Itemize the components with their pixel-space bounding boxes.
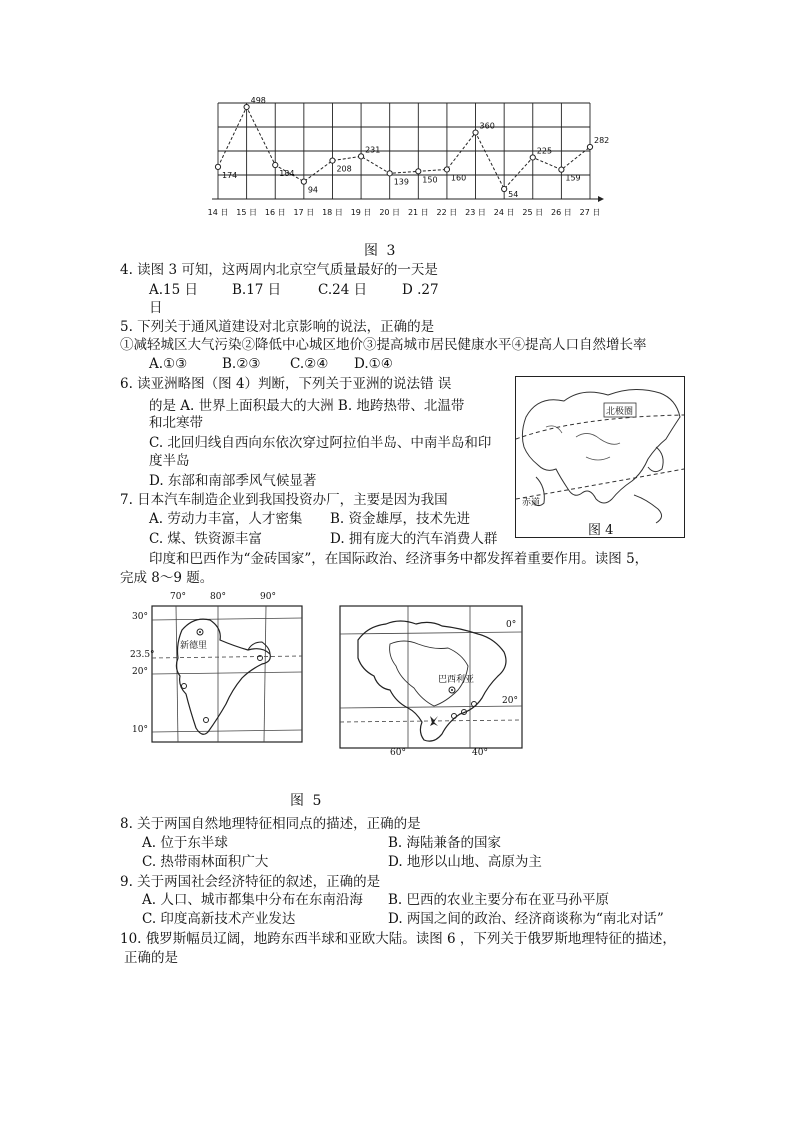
q6-line5: 度半岛 [149, 453, 190, 469]
q9-option-b: B. 巴西的农业主要分布在亚马孙平原 [388, 892, 610, 908]
q9-option-c: C. 印度高新技术产业发达 [142, 911, 296, 927]
figure4-asia-map [515, 376, 685, 538]
brazil-lat-0: 0° [506, 620, 517, 630]
figure5-brazil-map [338, 604, 528, 762]
q9-option-a: A. 人口、城市都集中分布在东南沿海 [142, 892, 363, 908]
q10-line1: 10. 俄罗斯幅员辽阔，地跨东西半球和亚欧大陆。读图 6 ，下列关于俄罗斯地理特征的描述， [120, 931, 676, 947]
fig3-x-tick-label: 21 日 [407, 208, 429, 217]
fig3-data-label: 159 [565, 173, 581, 183]
fig3-data-point [358, 154, 363, 159]
q6-line3: 和北寒带 [149, 415, 203, 431]
q8-option-c: C. 热带雨林面积广大 [142, 854, 269, 870]
q8-stem: 8. 关于两国自然地理特征相同点的描述，正确的是 [120, 816, 421, 832]
fig3-x-tick-label: 20 日 [379, 208, 401, 217]
fig3-x-tick-label: 22 日 [436, 208, 458, 217]
fig3-x-tick-label: 26 日 [551, 208, 572, 217]
india-lat-20: 20° [132, 667, 148, 677]
q6-line1: 6. 读亚洲略图（图 4）判断，下列关于亚洲的说法错 误 [120, 376, 452, 392]
fig3-data-label: 184 [279, 169, 295, 179]
q4-option-d-wrap: 日 [149, 300, 163, 316]
q5-items: ①减轻城区大气污染②降低中心城区地价③提高城市居民健康水平④提高人口自然增长率 [120, 337, 647, 353]
india-capital-label: 新德里 [180, 641, 208, 651]
fig3-data-point [387, 171, 392, 176]
q6-line4: C. 北回归线自西向东依次穿过阿拉伯半岛、中南半岛和印 [149, 435, 492, 451]
q6-line6: D. 东部和南部季风气候显著 [149, 473, 317, 489]
q10-line2: 正确的是 [124, 950, 178, 966]
fig3-data-point [330, 158, 335, 163]
fig3-x-tick-label: 19 日 [350, 208, 372, 217]
q7-option-b: B. 资金雄厚，技术先进 [330, 511, 471, 527]
q8-option-d: D. 地形以山地、高原为主 [388, 854, 542, 870]
q5-stem: 5. 下列关于通风道建设对北京影响的说法，正确的是 [120, 319, 435, 335]
fig3-data-point [444, 167, 449, 172]
q9-option-d: D. 两国之间的政治、经济商谈称为“南北对话” [388, 911, 664, 927]
q4-option-d: D .27 [402, 282, 439, 298]
intro-line1: 印度和巴西作为“金砖国家”，在国际政治、经济事务中都发挥着重要作用。读图 5， [149, 551, 649, 567]
fig3-data-point [215, 164, 220, 169]
fig3-data-label: 231 [365, 145, 381, 155]
fig3-data-label: 54 [508, 190, 519, 199]
q5-option-c: C.②④ [290, 356, 329, 372]
india-lat-30: 30° [132, 612, 148, 622]
fig3-data-label: 225 [536, 146, 553, 156]
q8-option-a: A. 位于东半球 [142, 835, 228, 851]
q5-option-a: A.①③ [149, 356, 188, 372]
figure5-caption: 图 5 [290, 793, 324, 809]
fig3-data-point [473, 130, 478, 135]
intro-line2: 完成 8～9 题。 [120, 570, 214, 586]
fig3-x-tick-label: 18 日 [322, 208, 343, 217]
fig3-x-tick-label: 15 日 [236, 208, 257, 217]
equator-label: 赤道 [522, 498, 541, 508]
q5-option-d: D.①④ [354, 356, 393, 372]
q4-option-c: C.24 日 [318, 282, 368, 298]
india-lon-80: 80° [210, 592, 226, 602]
fig3-x-tick-label: 24 日 [493, 208, 515, 217]
fig3-data-label: 498 [250, 96, 266, 106]
fig3-data-label: 139 [393, 177, 409, 187]
q7-option-c: C. 煤、铁资源丰富 [149, 531, 262, 547]
fig3-data-label: 174 [222, 170, 238, 180]
fig3-data-label: 282 [594, 135, 610, 145]
q7-option-d: D. 拥有庞大的汽车消费人群 [330, 531, 498, 547]
india-lat-10: 10° [132, 725, 148, 735]
fig3-x-tick-label: 14 日 [207, 208, 229, 217]
figure3-caption: 图 3 [364, 243, 398, 259]
fig3-x-tick-label: 17 日 [293, 208, 315, 217]
arctic-circle-label: 北极圈 [606, 407, 634, 417]
q4-stem: 4. 读图 3 可知，这两周内北京空气质量最好的一天是 [120, 262, 438, 278]
q6-line2: 的是 A. 世界上面积最大的大洲 B. 地跨热带、北温带 [149, 398, 465, 414]
brazil-lat-20: 20° [502, 696, 518, 706]
q4-option-a: A.15 日 [149, 282, 199, 298]
fig3-data-point [502, 186, 507, 191]
india-lon-90: 90° [260, 592, 276, 602]
figure3-chart [200, 95, 610, 225]
q4-option-b: B.17 日 [232, 282, 282, 298]
q5-option-b: B.②③ [222, 356, 261, 372]
india-lon-70: 70° [170, 592, 186, 602]
fig3-data-label: 150 [422, 175, 438, 185]
india-lat-23: 23.5° [130, 650, 155, 660]
q7-option-a: A. 劳动力丰富，人才密集 [149, 511, 303, 527]
brazil-lon-40: 40° [472, 748, 488, 758]
q8-option-b: B. 海陆兼备的国家 [388, 835, 502, 851]
fig3-data-point [301, 179, 306, 184]
fig3-x-tick-label: 25 日 [522, 208, 544, 217]
fig3-data-point [416, 169, 421, 174]
q9-stem: 9. 关于两国社会经济特征的叙述，正确的是 [120, 874, 381, 890]
fig3-x-tick-label: 23 日 [465, 208, 486, 217]
brazil-lon-60: 60° [390, 748, 406, 758]
fig3-data-point [559, 167, 564, 172]
fig3-data-label: 160 [450, 173, 467, 183]
fig3-data-label: 360 [479, 121, 495, 131]
brazil-capital-label: 巴西利亚 [438, 675, 475, 685]
fig3-data-point [273, 162, 278, 167]
fig3-x-tick-label: 16 日 [264, 208, 286, 217]
figure5-india-map [130, 592, 310, 752]
fig3-data-point [587, 144, 592, 149]
fig3-x-axis-arrow [598, 196, 604, 202]
fig3-data-point [530, 155, 535, 160]
q7-stem: 7. 日本汽车制造企业到我国投资办厂，主要是因为我国 [120, 492, 448, 508]
fig3-data-label: 94 [307, 185, 319, 195]
fig3-data-label: 208 [336, 164, 352, 174]
fig3-x-tick-label: 27 日 [579, 208, 601, 217]
figure4-caption: 图 4 [588, 523, 614, 538]
fig3-data-point [244, 104, 249, 109]
